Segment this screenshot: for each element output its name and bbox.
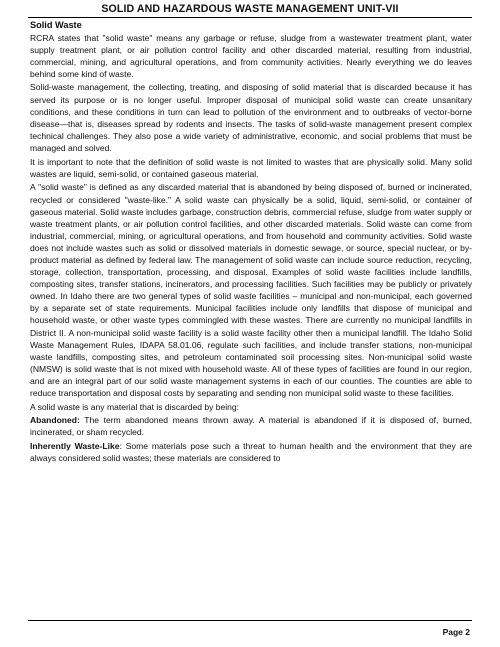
running-header: SOLID AND HAZARDOUS WASTE MANAGEMENT UNIT-VII [101,3,399,15]
paragraph-definition-scope: It is important to note that the definition of solid waste is not limited to wastes that are physically solid. Many solid wastes are liquid, semi-solid, or contained gaseous material. [30,156,472,179]
definition-term: Abandoned: [30,415,80,426]
definition-inherently-waste-like [30,440,472,464]
section-title: Solid Waste [30,20,82,30]
paragraph-waste-management: Solid-waste management, the collecting, treating, and disposing of solid material that is discarded because it has served its purpose or is no longer useful. Improper disposal of municipal solid waste can create unsanitary conditions, and these conditions in turn can lead to pollution of the environment and to outbreaks of vector-borne disease—that is, diseases spread by rodents and insects. The tasks of solid-waste management present complex technical challenges. They also pose a wide variety of administrative, economic, and social problems that must be managed and solved. [30,82,472,153]
page-content [28,19,472,466]
header-rule [28,17,472,18]
definition-text: : Some materials pose such a threat to human health and the environment that they are always considered solid wastes; these materials are considered to [30,441,472,464]
paragraph-discarded-intro: A solid waste is any material that is discarded by being: [30,401,240,412]
footer-rule [28,620,472,621]
definition-abandoned [30,414,472,438]
paragraph-rcra-definition: RCRA states that "solid waste" means any garbage or refuse, sludge from a wastewater treatment plant, water supply treatment plant, or air pollution control facility and other discarded material, resulting from industrial, commercial, mining, and agricultural operations, and from community activities. Nearly everything we do leaves behind some kind of waste. [30,32,472,79]
definition-text: The term abandoned means thrown away. A material is abandoned if it is disposed of, burned, incinerated, or sham recycled. [30,415,472,438]
paragraph-solid-waste-facilities: A "solid waste" is defined as any discarded material that is abandoned by being disposed of, burned or incinerated, recycled or considered "waste-like." A solid waste can physically be a solid, liquid, semi-solid, or container of gaseous material. Solid waste includes garbage, construction debris, commercial refuse, sludge from water supply or waste treatment plants, or air pollution control facilities, and other discarded materials. Solid waste can come from industrial, commercial, mining, or agricultural operations, and from household and community activities. Solid waste does not include wastes such as solid or dissolved materials in domestic sewage, or source, special nuclear, or by-product material as defined by federal law. The management of solid waste can include source reduction, recycling, storage, collection, transportation, processing, and disposal. Examples of solid waste facilities include landfills, composting sites, transfer stations, incinerators, and processing facilities. Such facilities may be publicly or privately owned. In Idaho there are two general types of solid waste facilities – municipal and non-municipal, each governed by a separate set of state requirements. Municipal facilities include only landfills that dispose of municipal and household waste, or other waste types commingled with these wastes. There are currently no municipal landfills in District II. A non-municipal solid waste facility is a solid waste facility other then a municipal landfill. The Idaho Solid Waste Management Rules, IDAPA 58.01.06, regulate such facilities, and include transfer stations, non-municipal waste landfills, composting sites, and petroleum contaminated soil processing sites. Non-municipal solid waste (NMSW) is solid waste that is not mixed with household waste. All of these types of facilities are found in our region, and are an integral part of our solid waste management systems in each of our counties. The counties are able to reduce transportation and disposal costs by separating and sending non municipal solid waste to these facilities. [30,182,472,398]
definition-term: Inherently Waste-Like [30,441,120,452]
page-number: Page 2 [442,627,470,637]
